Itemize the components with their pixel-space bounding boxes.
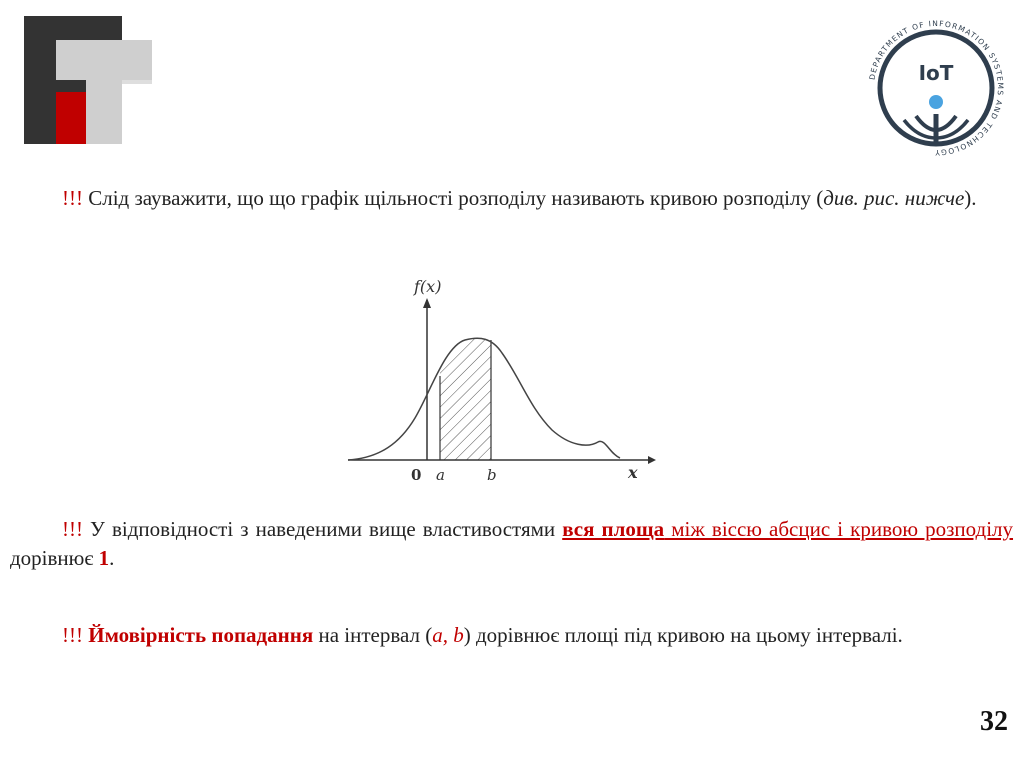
emblem-ring-text: DEPARTMENT OF INFORMATION SYSTEMS AND TECHNOLOGY [867, 18, 1006, 158]
exclamation-marks: !!! [62, 186, 83, 210]
exclamation-marks: !!! [62, 623, 83, 647]
x-axis-label: x [628, 463, 638, 482]
interval-ab: a, b [432, 623, 464, 647]
paragraph-3-text-2: ) дорівнює площі під кривою на цьому інтервалі. [463, 623, 903, 647]
paragraph-1-end: ). [964, 186, 977, 210]
page-number: 32 [980, 706, 1008, 737]
density-curve-figure [330, 268, 660, 488]
a-label: a [436, 466, 445, 484]
paragraph-2-text: У відповідності з наведеними вище властивостями [90, 517, 563, 541]
origin-label: 0 [411, 466, 422, 484]
paragraph-3-text: на інтервал ( [313, 623, 433, 647]
highlight-probability: Ймовірність попадання [88, 623, 314, 647]
exclamation-marks: !!! [62, 517, 83, 541]
highlight-between-axis: між віссю абсцис і кривою розподілу [664, 517, 1014, 541]
paragraph-1-italic: див. рис. нижче [823, 186, 965, 210]
highlight-whole-area: вся площа [562, 517, 665, 541]
iot-logo [860, 12, 1012, 164]
paragraph-note-2 [10, 515, 1013, 573]
paragraph-2-text-2: дорівнює [10, 546, 99, 570]
paragraph-1-text: Слід зауважити, що що графік щільності розподілу називають кривою розподілу ( [88, 186, 824, 210]
ft-logo [20, 12, 160, 152]
b-label: b [487, 466, 497, 484]
paragraph-note-1 [10, 184, 1013, 213]
value-one: 1 [98, 546, 110, 570]
y-axis-label: f(x) [414, 277, 442, 296]
emblem-text: IoT [918, 61, 954, 85]
paragraph-2-end: . [109, 546, 115, 570]
paragraph-note-3 [10, 621, 1013, 650]
